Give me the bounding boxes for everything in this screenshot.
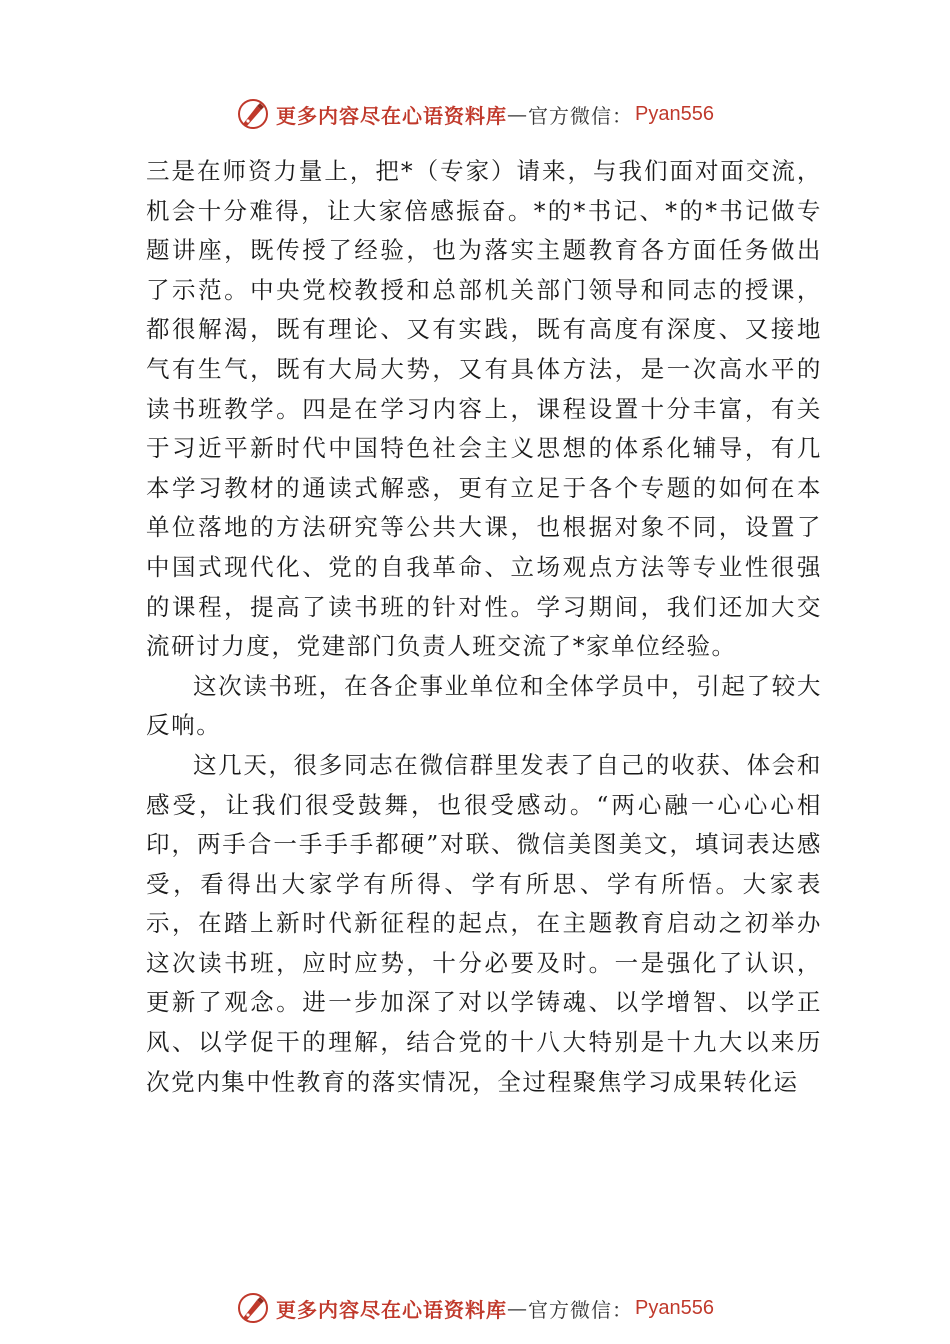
banner-highlight: 更多内容尽在心语资料库 <box>276 103 508 128</box>
banner-highlight: 更多内容尽在心语资料库 <box>276 1297 508 1322</box>
header-banner <box>0 94 950 134</box>
pen-nib-logo-icon <box>236 97 270 131</box>
banner-separator: — <box>507 1296 529 1320</box>
banner-label: 官方微信： <box>528 103 634 128</box>
banner-label: 官方微信： <box>528 1297 634 1322</box>
document-body <box>146 152 822 1102</box>
paragraph-1: 三是在师资力量上，把*（专家）请来，与我们面对面交流，机会十分难得，让大家倍感振奋。*的*书记、*的*书记做专题讲座，既传授了经验，也为落实主题教育各方面任务做出了示范。中央党校教授和总部机关部门领导和同志的授课， 都很解渴，既有理论、又有实践，既有高度有深度、又接地气有生气，既有大局大势，又有具体方法，是一次高水平的读书班教学。四是在学习内容上，课程设置十分丰富，有关于习近平新时代中国特色社会主义思想的体系化辅导，有几本学习教材的通读式解惑，更有立足于各个专题的如何在本单位落地的方法研究等公共大课，也根据对象不同，设置了中国式现代化、党的自我革命、立场观点方法等专业性很强的课程，提高了读书班的针对性。学习期间，我们还加大交流研讨力度，党建部门负责人班交流了*家单位经验。 <box>146 157 822 661</box>
banner-separator: — <box>507 102 529 126</box>
banner-account: Pyan556 <box>635 102 714 125</box>
paragraph-2: 这次读书班，在各企事业单位和全体学员中，引起了较大反响。 <box>146 671 822 740</box>
pen-nib-logo-icon <box>236 1291 270 1325</box>
banner-account: Pyan556 <box>635 1296 714 1319</box>
paragraph-3: 这几天，很多同志在微信群里发表了自己的收获、体会和感受，让我们很受鼓舞，也很受感动。“两心融一心心心相印，两手合一手手手都硬”对联、微信美图美文，填词表达感受，看得出大家学有所得、学有所思、学有所悟。大家表示，在踏上新时代新征程的起点，在主题教育启动之初举办这次读书班，应时应势，十分必要及时。一是强化了认识， 更新了观念。进一步加深了对以学铸魂、以学增智、以学正风、以学促干的理解，结合党的十八大特别是十九大以来历次党内集中性教育的落实情况，全过程聚焦学习成果转化运 <box>146 750 822 1096</box>
footer-banner <box>0 1288 950 1328</box>
